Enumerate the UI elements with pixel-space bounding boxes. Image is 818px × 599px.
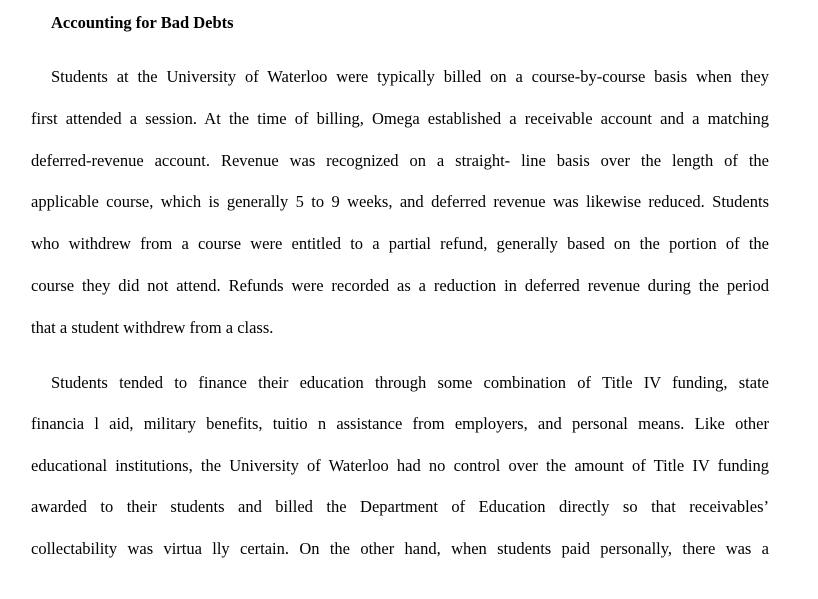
paragraph-2-line-3: educational institutions, the University of Waterloo had no control over the amount of Title IV funding <box>31 456 769 475</box>
paragraph-1-line-4: applicable course, which is generally 5 to 9 weeks, and deferred revenue was likewise reduced. Students <box>31 192 769 211</box>
paragraph-1-line-2: first attended a session. At the time of billing, Omega established a receivable account and a matching <box>31 109 769 128</box>
paragraph-2-line-1: Students tended to finance their education through some combination of Title IV funding, state <box>51 373 769 392</box>
paragraph-1-line-5: who withdrew from a course were entitled to a partial refund, generally based on the portion of the <box>31 234 769 253</box>
paragraph-2-line-2: financia l aid, military benefits, tuitio n assistance from employers, and personal means. Like other <box>31 414 769 433</box>
paragraph-1-line-1: Students at the University of Waterloo were typically billed on a course-by-course basis when they <box>51 67 769 86</box>
paragraph-2-line-5: collectability was virtua lly certain. On the other hand, when students paid personally, there was a <box>31 539 769 558</box>
paragraph-1-line-3: deferred-revenue account. Revenue was recognized on a straight- line basis over the length of the <box>31 151 769 170</box>
paragraph-1-line-6: course they did not attend. Refunds were recorded as a reduction in deferred revenue during the period <box>31 276 769 295</box>
paragraph-2-line-4: awarded to their students and billed the Department of Education directly so that receivables’ <box>31 497 769 516</box>
section-heading: Accounting for Bad Debts <box>51 13 234 32</box>
paragraph-1-line-7: that a student withdrew from a class. <box>31 318 274 337</box>
